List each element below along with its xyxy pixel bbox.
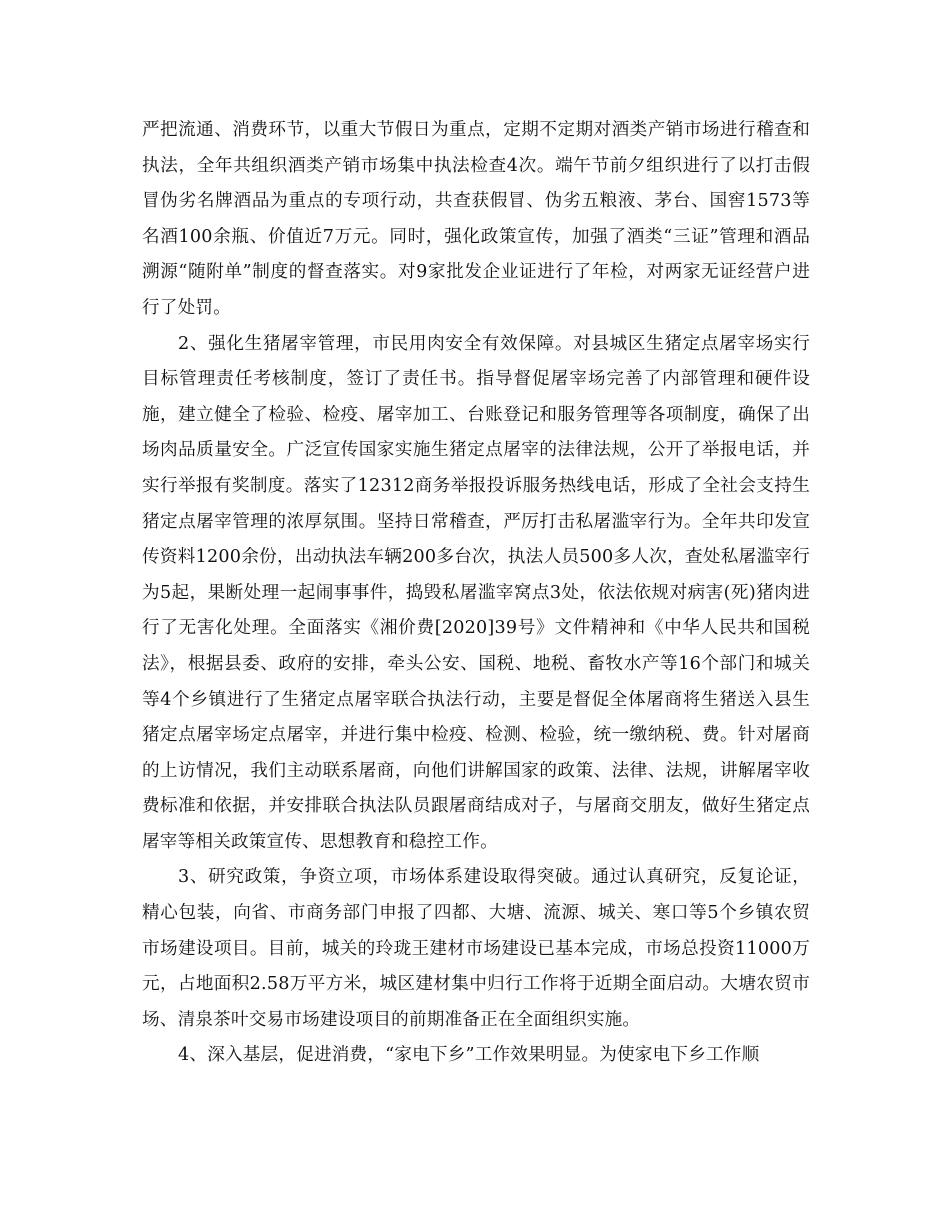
paragraph-liquor-inspection: 严把流通、消费环节，以重大节假日为重点，定期不定期对酒类产销市场进行稽查和执法，全年共组织酒类产销市场集中执法检查4次。端午节前夕组织进行了以打击假冒伪劣名牌酒品为重点的专项行动，共查获假冒、伪劣五粮液、茅台、国窖1573等名酒100余瓶、价值近7万元。同时，强化政策宣传，加强了酒类“三证”管理和酒品溯源“随附单”制度的督查落实。对9家批发企业证进行了年检，对两家无证经营户进行了处罚。 [142, 120, 810, 318]
document-page [142, 113, 810, 1074]
paragraph-pig-slaughter-management: 2、强化生猪屠宰管理，市民用肉安全有效保障。对县城区生猪定点屠宰场实行目标管理责任考核制度，签订了责任书。指导督促屠宰场完善了内部管理和硬件设施，建立健全了检验、检疫、屠宰加工、台账登记和服务管理等各项制度，确保了出场肉品质量安全。广泛宣传国家实施生猪定点屠宰的法律法规，公开了举报电话，并实行举报有奖制度。落实了12312商务举报投诉服务热线电话，形成了全社会支持生猪定点屠宰管理的浓厚氛围。坚持日常稽查，严厉打击私屠滥宰行为。全年共印发宣传资料1200余份，出动执法车辆200多台次，执法人员500多人次，查处私屠滥宰行为5起，果断处理一起闹事事件，捣毁私屠滥宰窝点3处，依法依规对病害(死)猪肉进行了无害化处理。全面落实《湘价费[2020]39号》文件精神和《中华人民共和国税法》，根据县委、政府的安排，牵头公安、国税、地税、畜牧水产等16个部门和城关等4个乡镇进行了生猪定点屠宰联合执法行动，主要是督促全体屠商将生猪送入县生猪定点屠宰场定点屠宰，并进行集中检疫、检测、检验，统一缴纳税、费。针对屠商的上访情况，我们主动联系屠商，向他们讲解国家的政策、法律、法规，讲解屠宰收费标准和依据，并安排联合执法队员跟屠商结成对子，与屠商交朋友，做好生猪定点屠宰等相关政策宣传、思想教育和稳控工作。 [142, 333, 810, 852]
paragraph-market-system-construction: 3、研究政策，争资立项，市场体系建设取得突破。通过认真研究，反复论证，精心包装，向省、市商务部门申报了四都、大塘、流源、城关、寒口等5个乡镇农贸市场建设项目。目前，城关的玲珑王建材市场建设已基本完成，市场总投资11000万元，占地面积2.58万平方米，城区建材集中归行工作将于近期全面启动。大塘农贸市场、清泉茶叶交易市场建设项目的前期准备正在全面组织实施。 [142, 867, 810, 1030]
paragraph-appliances-to-countryside: 4、深入基层，促进消费，“家电下乡”工作效果明显。为使家电下乡工作顺 [178, 1045, 760, 1066]
